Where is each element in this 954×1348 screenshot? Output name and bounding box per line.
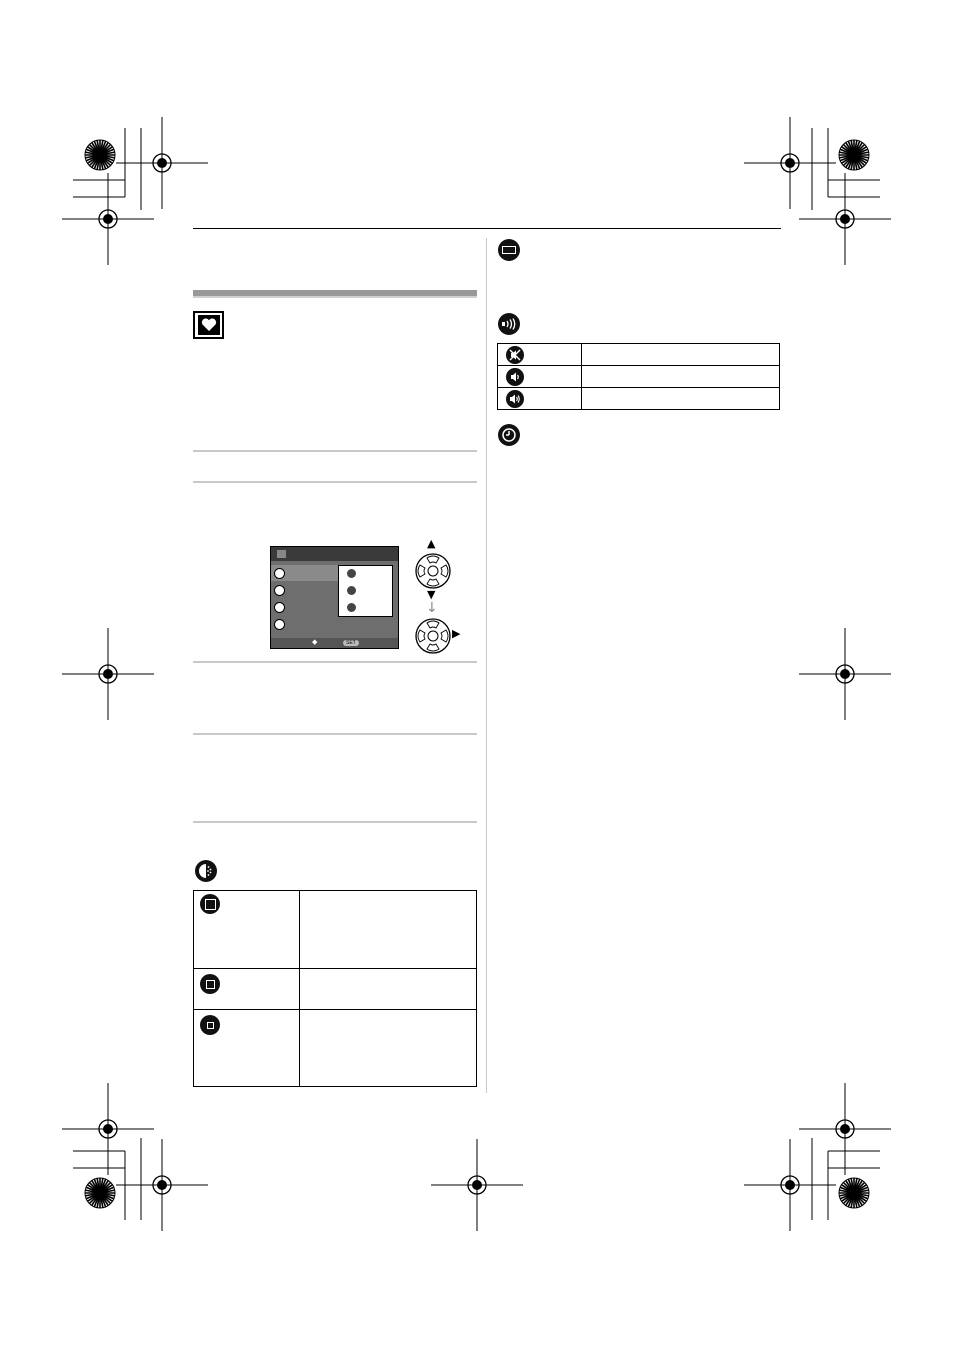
clock-icon bbox=[274, 619, 285, 630]
dpad-up-arrow: ▲ bbox=[427, 537, 436, 550]
dpad-bottom bbox=[415, 616, 451, 656]
speaker-low-icon bbox=[506, 368, 524, 386]
table-row bbox=[194, 969, 477, 1010]
lcd-high-icon bbox=[200, 894, 220, 914]
lcd-set-badge: SET bbox=[343, 640, 359, 646]
brightness-table bbox=[193, 890, 477, 1087]
battery-icon bbox=[498, 239, 520, 261]
beep-icon bbox=[498, 313, 520, 335]
dpad-link-arrow: ↓ bbox=[426, 600, 438, 616]
dpad-down-arrow: ▼ bbox=[427, 588, 436, 601]
lcd-footer-glyph: ◆ bbox=[312, 639, 318, 646]
brightness-icon bbox=[195, 860, 217, 882]
page-header-rule bbox=[193, 228, 781, 229]
divider bbox=[193, 450, 477, 452]
lcd-submenu bbox=[338, 565, 393, 617]
table-row bbox=[194, 1010, 477, 1087]
lcd-low-icon bbox=[347, 603, 356, 612]
clock-icon bbox=[498, 424, 520, 446]
divider bbox=[193, 481, 477, 483]
table-row bbox=[194, 891, 477, 969]
divider bbox=[193, 733, 477, 735]
dpad-top bbox=[415, 551, 451, 591]
dpad-right-arrow: ▶ bbox=[452, 627, 461, 640]
speaker-high-icon bbox=[506, 390, 524, 408]
mute-icon bbox=[506, 346, 524, 364]
table-row bbox=[498, 388, 780, 410]
heart-icon bbox=[193, 311, 224, 339]
brightness-icon bbox=[274, 568, 285, 579]
table-row bbox=[498, 344, 780, 366]
lcd-high-icon bbox=[347, 569, 356, 578]
lcd-header bbox=[271, 547, 398, 561]
divider bbox=[193, 661, 477, 663]
beep-icon bbox=[274, 602, 285, 613]
column-separator bbox=[486, 238, 487, 1093]
table-row bbox=[498, 366, 780, 388]
divider bbox=[193, 821, 477, 823]
beep-table bbox=[497, 343, 780, 410]
battery-icon bbox=[274, 585, 285, 596]
lcd-screen bbox=[270, 546, 399, 649]
lcd-mid-icon bbox=[347, 586, 356, 595]
lcd-mid-icon bbox=[200, 974, 220, 994]
section-header-bar bbox=[193, 290, 477, 298]
lcd-footer bbox=[271, 638, 398, 648]
lcd-low-icon bbox=[200, 1015, 220, 1035]
